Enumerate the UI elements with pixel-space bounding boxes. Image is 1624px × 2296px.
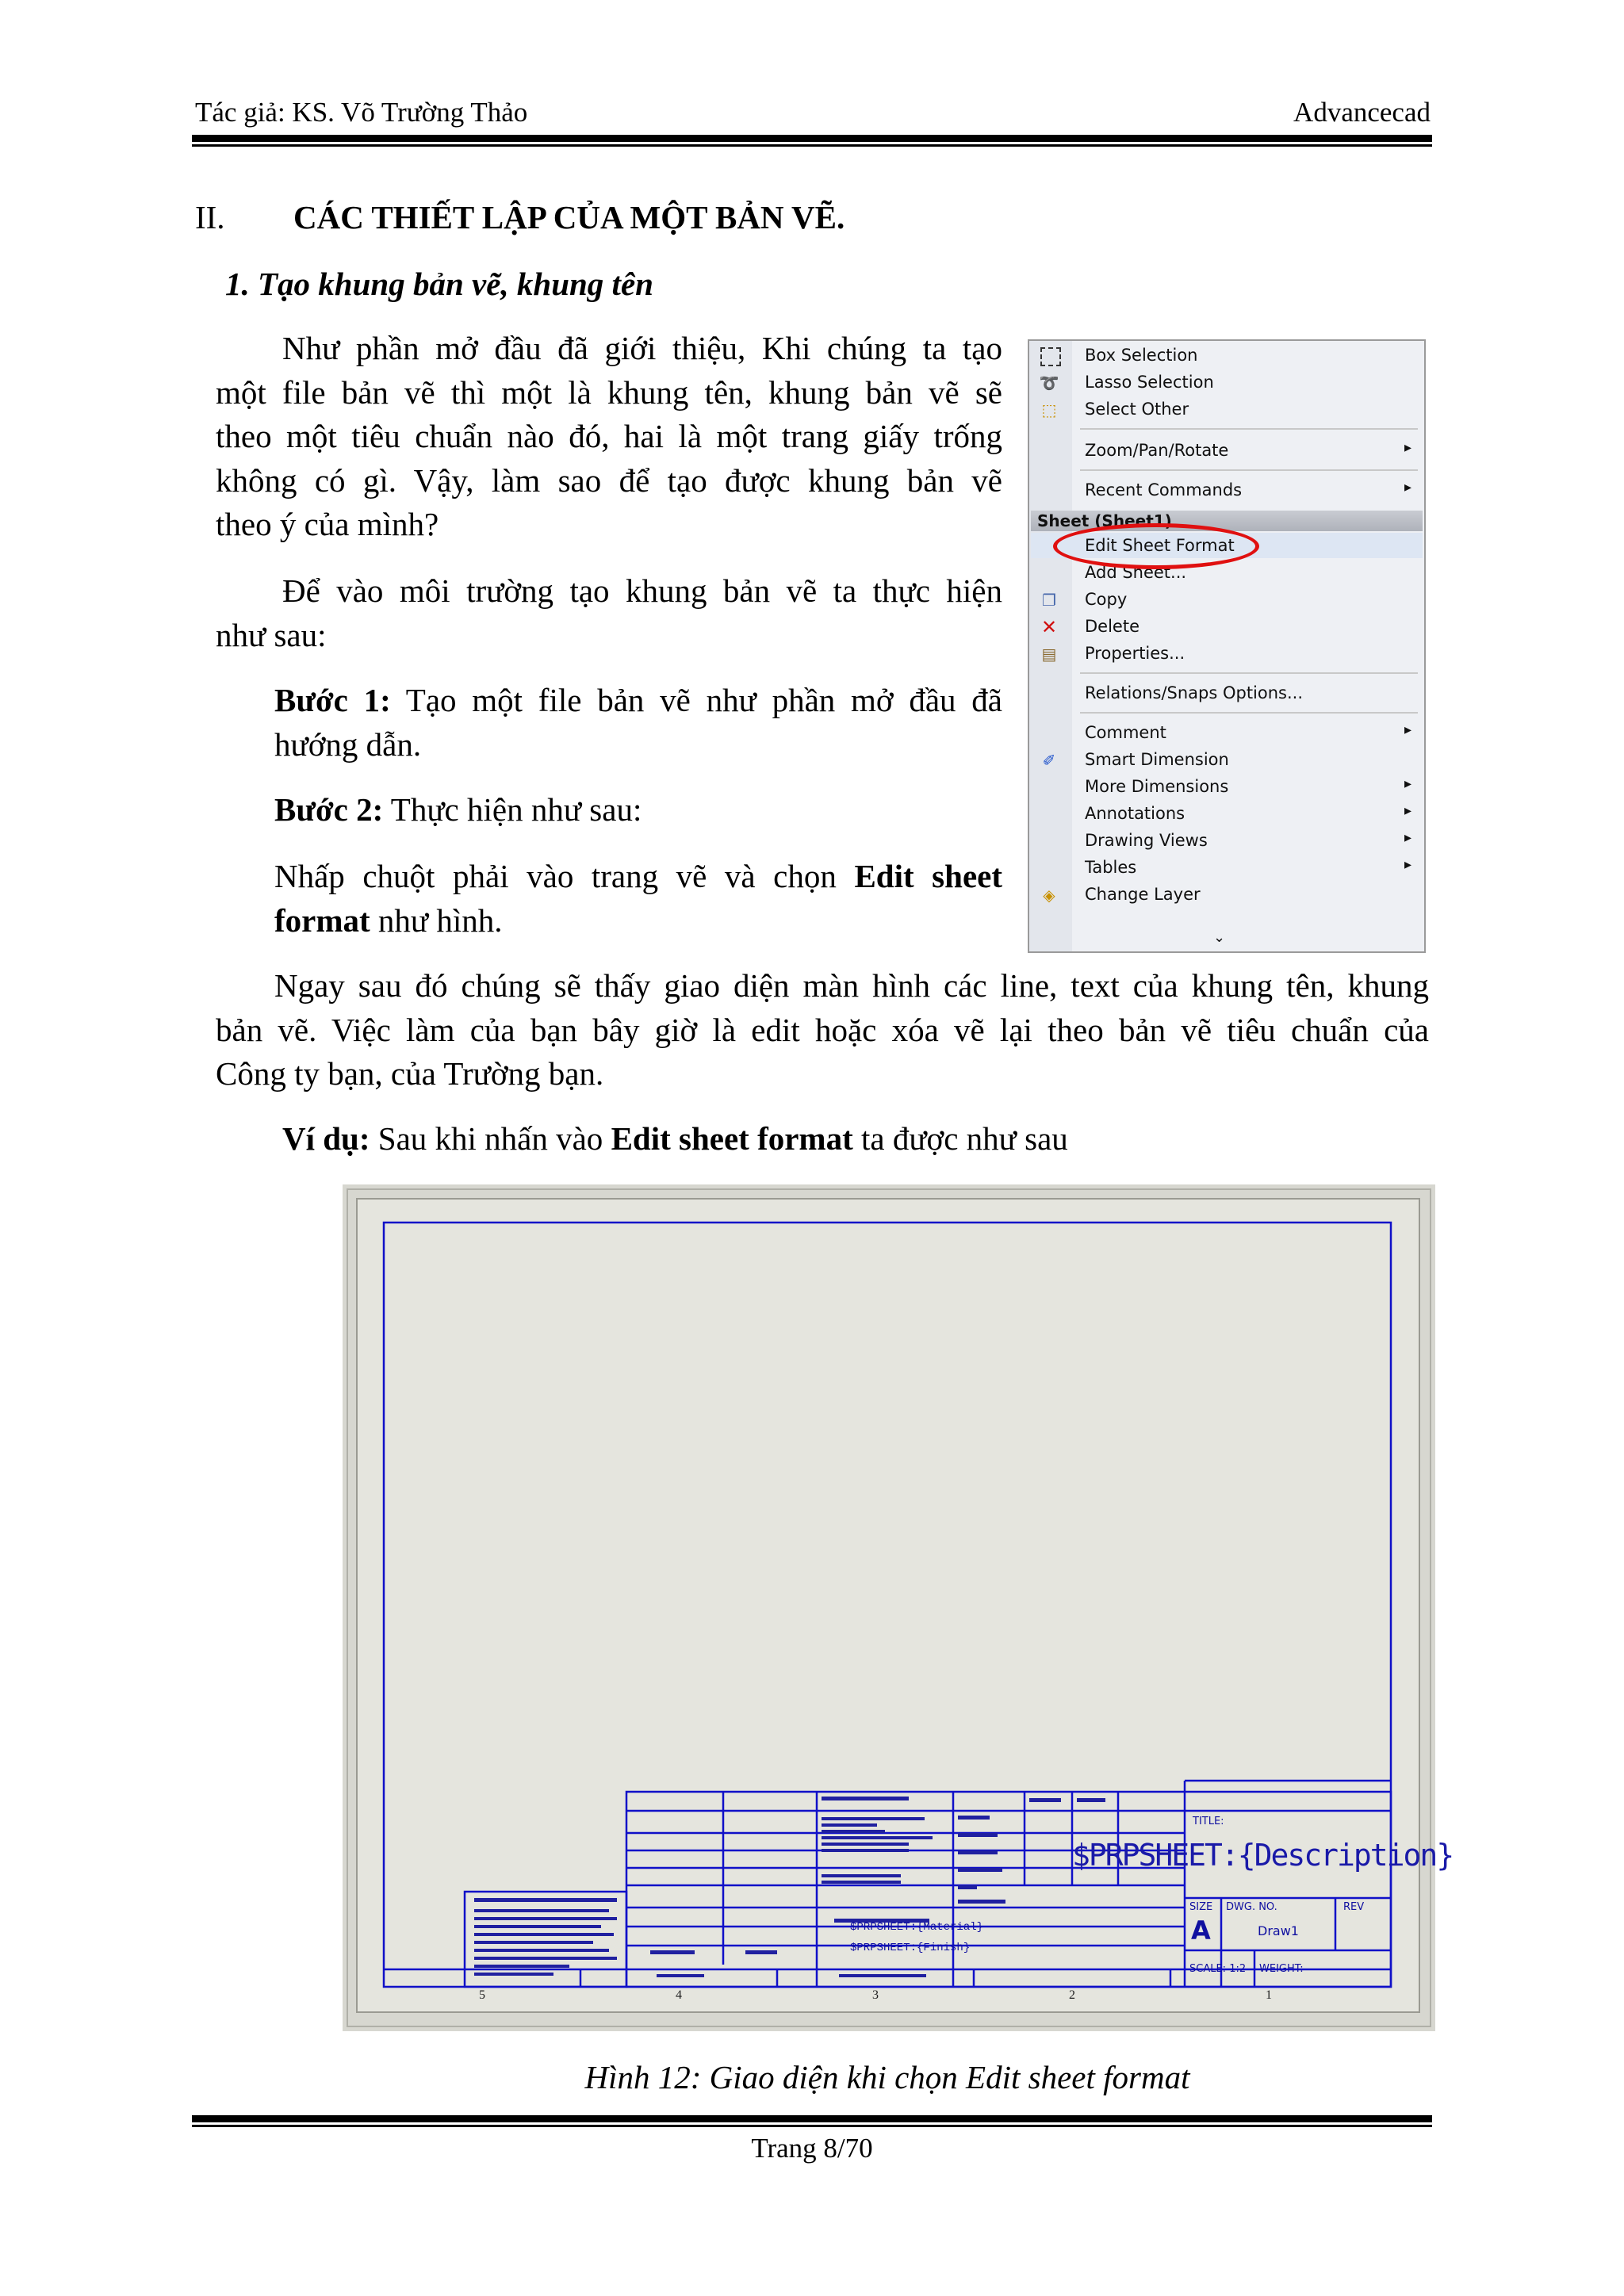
example-bold: Edit sheet format (611, 1120, 853, 1157)
expand-more-icon[interactable]: ⌄ (1213, 929, 1226, 946)
step-2-text: Thực hiện như sau: (383, 791, 642, 828)
zone-number: 1 (1266, 1988, 1272, 2002)
menu-separator (1080, 469, 1418, 471)
after-line: Công ty bạn, của Trường bạn. (216, 1055, 604, 1092)
zone-number: 5 (479, 1988, 485, 2002)
figure-field-1: $PRPSHEET:{Material} (850, 1921, 984, 1934)
figure-title-label: TITLE: (1193, 1816, 1224, 1827)
context-menu (1028, 339, 1426, 953)
select-other-icon: ⬚ (1041, 400, 1057, 419)
figure-description-field: $PRPSHEET:{Description} (1072, 1838, 1454, 1873)
section-number: II. (195, 199, 225, 235)
step-2-label: Bước 2: (274, 791, 384, 828)
menu-item-properties[interactable]: ▤ Properties... (1029, 641, 1424, 668)
figure-scale-label: SCALE: 1:2 (1189, 1963, 1247, 1975)
subsection-title: 1. Tạo khung bản vẽ, khung tên (225, 266, 653, 302)
figure-field-2: $PRPSHEET:{Finish} (850, 1942, 971, 1954)
figure-dwg-label: DWG. NO. (1226, 1901, 1277, 1913)
env-paragraph (216, 569, 1002, 657)
menu-item-recent-commands[interactable]: Recent Commands ▸ (1085, 479, 1411, 499)
env-line: như sau: (216, 616, 327, 653)
figure-caption: Hình 12: Giao diện khi chọn Edit sheet format (584, 2059, 1190, 2095)
page-number: Trang 8/70 (751, 2133, 873, 2164)
zone-number: 4 (676, 1988, 682, 2002)
menu-item-annotations[interactable]: Annotations ▸ (1085, 802, 1411, 823)
menu-item-copy[interactable]: ❐ Copy (1029, 587, 1424, 614)
submenu-arrow-icon: ▸ (1404, 439, 1411, 456)
intro-paragraph (216, 327, 1002, 547)
after-line: bản vẽ. Việc làm của bạn bây giờ là edit hoặc xóa vẽ lại theo bản vẽ tiêu chuẩn của (216, 1011, 1429, 1048)
after-line: Ngay sau đó chúng sẽ thấy giao diện màn hình các line, text của khung tên, khung (274, 967, 1429, 1004)
step-2 (274, 788, 1002, 832)
menu-separator (1080, 672, 1418, 674)
menu-item-relations-snaps[interactable]: Relations/Snaps Options... (1085, 683, 1304, 702)
footer-rule-thin (192, 2125, 1432, 2127)
menu-sheet-header: Sheet (Sheet1) (1031, 511, 1423, 531)
menu-item-drawing-views[interactable]: Drawing Views ▸ (1085, 829, 1411, 850)
submenu-arrow-icon: ▸ (1404, 829, 1411, 846)
menu-separator (1080, 712, 1418, 714)
menu-item-comment[interactable]: Comment ▸ (1085, 721, 1411, 742)
figure-dwg-value: Draw1 (1258, 1923, 1299, 1938)
step-1-text: Tạo một file bản vẽ như phần mở đầu đã (390, 682, 1002, 718)
copy-icon: ❐ (1042, 591, 1056, 610)
section-title: CÁC THIẾT LẬP CỦA MỘT BẢN VẼ. (293, 199, 845, 235)
menu-item-delete[interactable]: ✕ Delete (1029, 614, 1424, 641)
menu-item-add-sheet[interactable]: Add Sheet... (1085, 563, 1187, 582)
header-rule-thick (192, 135, 1432, 142)
zone-number: 2 (1069, 1988, 1075, 2002)
instruction (274, 855, 1002, 943)
header-brand: Advancecad (1293, 97, 1431, 128)
step-1 (274, 679, 1002, 767)
header-author: Tác giả: KS. Võ Trường Thảo (195, 97, 528, 128)
properties-icon: ▤ (1041, 645, 1057, 664)
zone-number: 3 (872, 1988, 879, 2002)
lasso-icon: ➰ (1039, 373, 1059, 392)
change-layer-icon: ◈ (1043, 886, 1055, 905)
intro-line: Như phần mở đầu đã giới thiệu, Khi chúng ta tạo (282, 330, 1002, 366)
menu-item-more-dimensions[interactable]: More Dimensions ▸ (1085, 775, 1411, 796)
delete-icon: ✕ (1040, 616, 1058, 638)
menu-item-box-selection[interactable]: Box Selection (1029, 342, 1424, 369)
instruction-bold-cont: format (274, 901, 370, 939)
menu-item-zoom-pan-rotate[interactable]: Zoom/Pan/Rotate ▸ (1085, 439, 1411, 460)
header-rule-thin (192, 144, 1432, 147)
step-1-label: Bước 1: (274, 682, 391, 718)
figure-rev-label: REV (1343, 1901, 1365, 1913)
menu-item-tables[interactable]: Tables ▸ (1085, 856, 1411, 877)
instruction-bold: Edit sheet (854, 858, 1002, 894)
sheet-format-figure (343, 1184, 1454, 2031)
menu-item-edit-sheet-format[interactable]: Edit Sheet Format (1085, 536, 1235, 555)
step-1-text-cont: hướng dẫn. (274, 725, 422, 763)
highlight-ellipse (1053, 523, 1259, 569)
menu-item-change-layer[interactable]: ◈ Change Layer (1029, 882, 1424, 909)
figure-weight-label: WEIGHT: (1259, 1963, 1304, 1975)
after-paragraph (216, 964, 1429, 1096)
submenu-arrow-icon: ▸ (1404, 802, 1411, 819)
box-selection-icon (1040, 347, 1061, 366)
intro-line: theo một tiêu chuẩn nào đó, hai là một trang giấy trống (216, 418, 1002, 454)
intro-line: một file bản vẽ thì một là khung tên, khung bản vẽ sẽ (216, 373, 1002, 411)
env-line: Để vào môi trường tạo khung bản vẽ ta thực hiện (282, 572, 1002, 609)
smart-dimension-icon: ✐ (1042, 751, 1056, 770)
instruction-text: Nhấp chuột phải vào trang vẽ và chọn (274, 858, 855, 894)
submenu-arrow-icon: ▸ (1404, 856, 1411, 873)
figure-size-value: A (1191, 1915, 1211, 1946)
menu-item-lasso-selection[interactable]: ➰ Lasso Selection (1039, 373, 1214, 392)
intro-line: theo ý của mình? (216, 506, 439, 542)
figure-size-label: SIZE (1189, 1901, 1213, 1913)
example-line: Ví dụ: Sau khi nhấn vào Edit sheet format ta được như sau (282, 1120, 1068, 1157)
intro-line: không có gì. Vậy, làm sao để tạo được khung bản vẽ (216, 461, 1002, 499)
submenu-arrow-icon: ▸ (1404, 479, 1411, 496)
submenu-arrow-icon: ▸ (1404, 775, 1411, 792)
submenu-arrow-icon: ▸ (1404, 721, 1411, 738)
menu-item-smart-dimension[interactable]: ✐ Smart Dimension (1029, 747, 1424, 774)
example-label: Ví dụ: (282, 1120, 370, 1157)
footer-rule-thick (192, 2115, 1432, 2122)
instruction-text-cont: như hình. (370, 901, 503, 939)
menu-item-select-other[interactable]: ⬚ Select Other (1029, 396, 1424, 423)
menu-separator (1080, 428, 1418, 430)
